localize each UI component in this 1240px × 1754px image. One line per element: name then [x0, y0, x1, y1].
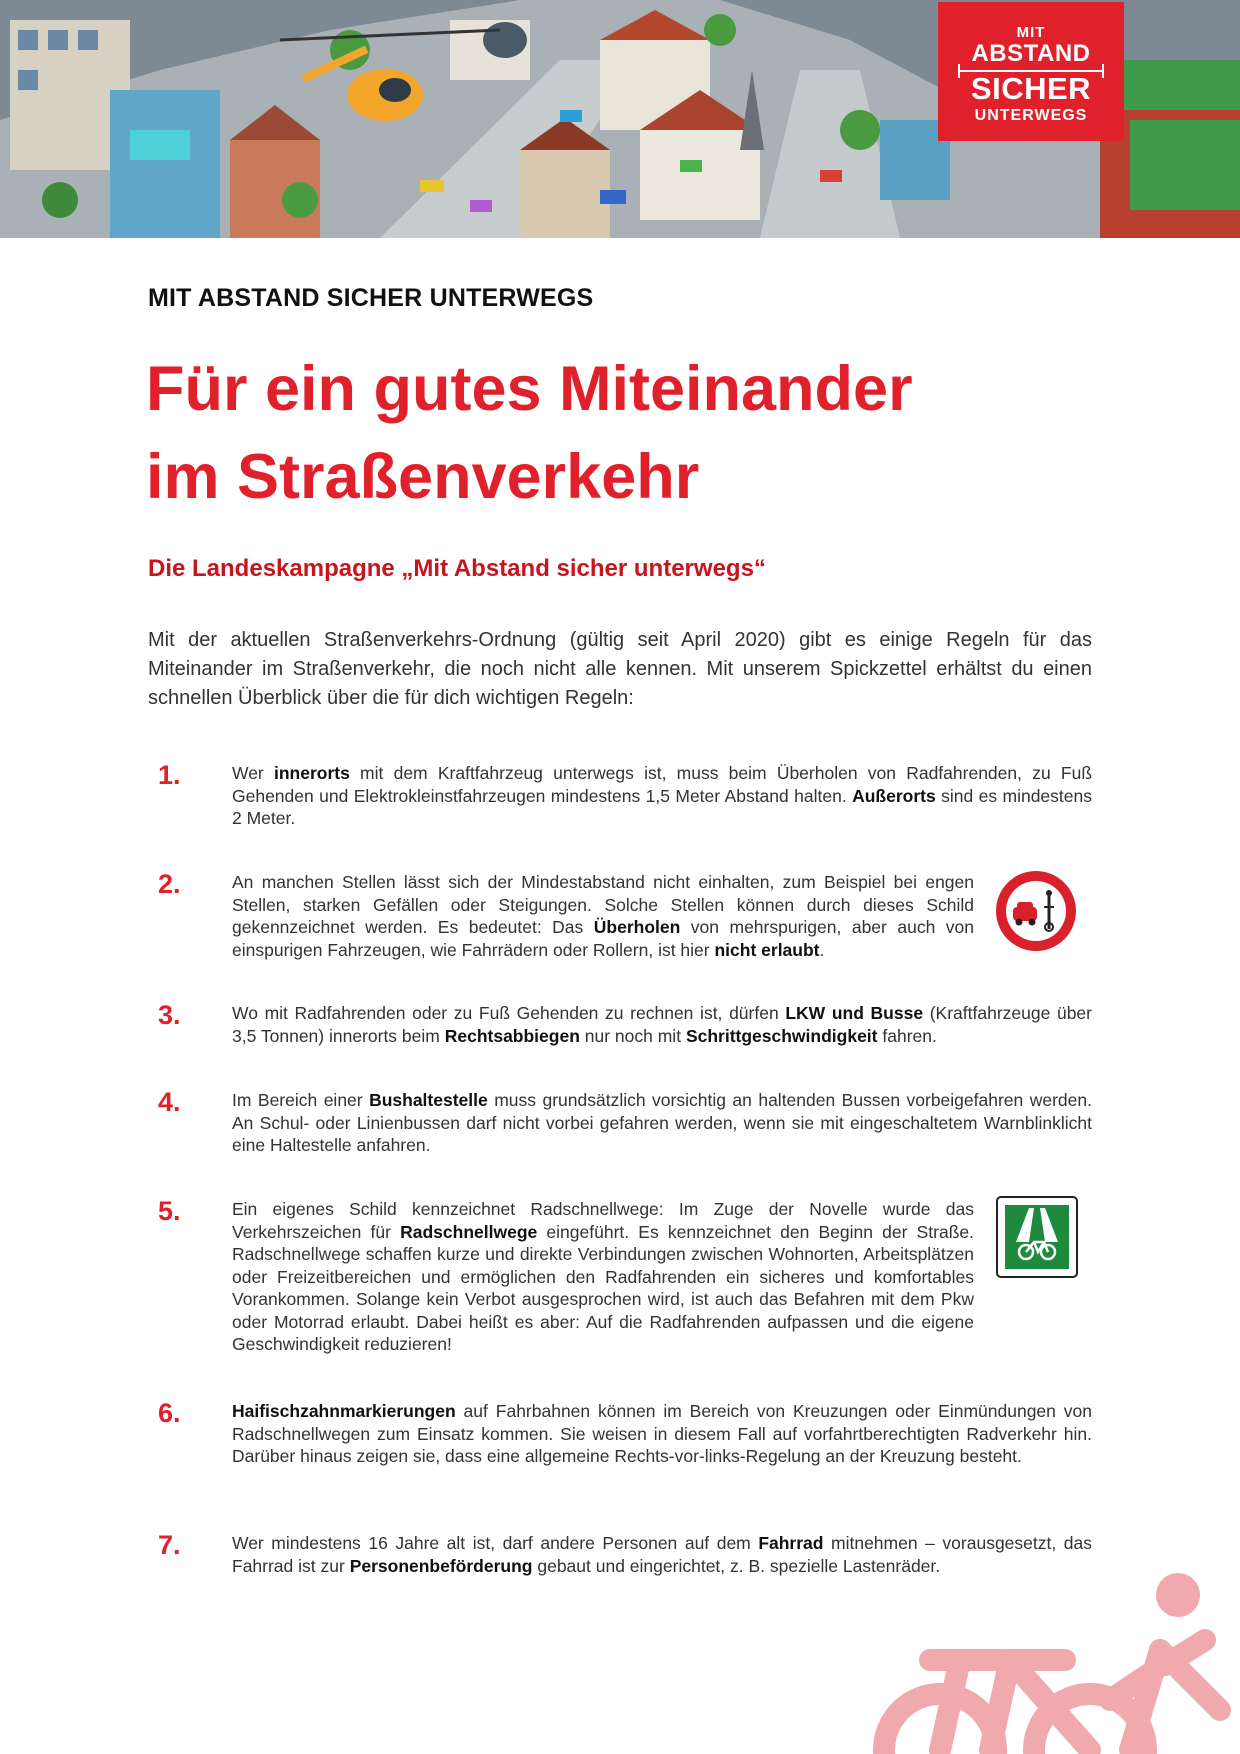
rule-text-emphasis: LKW und Busse: [785, 1003, 924, 1023]
rule-text-segment: nur noch mit: [579, 1025, 686, 1046]
rule-text-emphasis: Radschnellwege: [400, 1221, 538, 1242]
rule-text-segment: auf Fahrbahnen können im Bereich von Kreuzungen oder Einmündungen von Radschnellwegen zum Einsatz kommen. Sie weisen in diesem Fall auf vorfahrtberechtigten Radverkehr hin. Darüber hinaus zeigen sie, dass eine allgemeine Rechts-vor-links-Regelung an der Kreuzung besteht.: [232, 1401, 1092, 1466]
rule-number: 3.: [158, 1000, 181, 1030]
rule-text-segment: muss grundsätzlich vorsichtig an haltenden Bussen vorbeigefahren werden. An Schul- oder Linienbussen darf nicht vorbei gefahren werden, wenn sie mit eingeschaltetem Warnblinklicht eine Haltestelle anfahren.: [232, 1090, 1092, 1155]
logo-line-3: SICHER: [970, 71, 1092, 106]
header-banner-illustration: [0, 0, 1240, 238]
no-overtaking-sign-icon: [994, 869, 1078, 953]
logo-line-4: UNTERWEGS: [974, 107, 1088, 124]
rule-text: [232, 1089, 1092, 1157]
rule-text: [232, 1002, 1092, 1047]
campaign-logo: [938, 2, 1124, 141]
logo-line-2: ABSTAND: [971, 40, 1091, 67]
rule-text-segment: sind es mindestens 2 Meter.: [232, 785, 1092, 828]
rule-text-segment: mitnehmen – vorausgesetzt, das Fahrrad ist zur: [232, 1533, 1092, 1576]
rule-text-segment: Im Bereich einer: [232, 1090, 370, 1110]
logo-line-1: MIT: [1016, 24, 1046, 41]
title-line-2: im Straßenverkehr: [146, 442, 700, 512]
rule-text-segment: eingeführt. Es kennzeichnet den Beginn der Straße. Radschnellwege schaffen kurze und direkte Verbindungen zwischen Wohnorten, Arbeitsplätzen oder Freizeitbereichen und ermöglichen den Radfahrenden ein sicheres und komfortables Vorankommen. Solange kein Verbot ausgesprochen wird, ist auch das Befahren mit dem Pkw oder Motorrad erlaubt. Dabei heißt es aber: Auf die Radfahrenden aufpassen und die eigene Geschwindigkeit reduzieren!: [232, 1221, 974, 1354]
rule-text-emphasis: Fahrrad: [758, 1533, 824, 1553]
rule-text-emphasis: Rechtsabbiegen: [444, 1025, 580, 1046]
bicycle-highway-sign-icon: [996, 1196, 1078, 1278]
rule-text-segment: Ein eigenes Schild kennzeichnet Radschnellwege: Im Zuge der Novelle wurde das Verkehrszeichen für: [232, 1199, 974, 1242]
rule-text-emphasis: Bushaltestelle: [369, 1090, 488, 1110]
rule-text-emphasis: Überholen: [593, 917, 681, 937]
rule-number: 7.: [158, 1530, 181, 1560]
rule-text-segment: fahren.: [877, 1025, 937, 1046]
rule-text-emphasis: Personenbeförderung: [349, 1555, 533, 1576]
rule-text: [232, 1400, 1092, 1468]
rule-number: 5.: [158, 1196, 181, 1226]
rule-text-segment: Wer mindestens 16 Jahre alt ist, darf andere Personen auf dem: [232, 1533, 759, 1553]
rule-number: 4.: [158, 1087, 181, 1117]
rule-text-segment: (Kraftfahrzeuge über 3,5 Tonnen) innerorts beim: [232, 1003, 1092, 1046]
rule-text-segment: mit dem Kraftfahrzeug unterwegs ist, muss beim Überholen von Radfahrenden, zu Fuß Gehenden und Elektrokleinstfahrzeugen mindestens 1,5 Meter Abstand halten.: [232, 763, 1093, 806]
rule-number: 6.: [158, 1398, 181, 1428]
rule-text-segment: Wer: [232, 763, 274, 783]
rule-text-emphasis: Haifischzahnmarkierungen: [232, 1401, 456, 1421]
kicker-heading: MIT ABSTAND SICHER UNTERWEGS: [148, 284, 594, 312]
page-title: [146, 345, 1046, 521]
campaign-subtitle: Die Landeskampagne „Mit Abstand sicher unterwegs“: [148, 555, 766, 582]
rule-text-segment: von mehrspurigen, aber auch von einspurigen Fahrzeugen, wie Fahrrädern oder Rollern, ist hier: [232, 917, 974, 960]
rule-text-segment: An manchen Stellen lässt sich der Mindestabstand nicht einhalten, zum Beispiel bei engen Stellen, starken Gefällen oder Steigungen. Solche Stellen können durch dieses Schild gekennzeichnet werden. Es bedeutet: Das: [232, 872, 974, 937]
rule-text-segment: Wo mit Radfahrenden oder zu Fuß Gehenden zu rechnen ist, dürfen: [232, 1003, 786, 1023]
rule-text-emphasis: Schrittgeschwindigkeit: [685, 1025, 878, 1046]
rule-text-emphasis: innerorts: [273, 763, 350, 783]
rule-text: [232, 762, 1092, 830]
rule-text-segment: .: [819, 939, 825, 960]
cyclist-pedestrian-pictogram-icon: [860, 1560, 1240, 1754]
intro-paragraph: Mit der aktuellen Straßenverkehrs-Ordnung (gültig seit April 2020) gibt es einige Regeln für das Miteinander im Straßenverkehr, die noch nicht alle kennen. Mit unserem Spickzettel erhältst du einen schnellen Überblick über die für dich wichtigen Regeln:: [148, 629, 1092, 709]
rule-text-emphasis: nicht erlaubt: [714, 939, 820, 960]
rule-number: 2.: [158, 869, 181, 899]
rule-text-segment: gebaut und eingerichtet, z. B. spezielle Lastenräder.: [532, 1555, 941, 1576]
rule-number: 1.: [158, 760, 181, 790]
rule-text: [232, 1198, 974, 1356]
rule-text: [232, 871, 974, 961]
title-line-1: Für ein gutes Miteinander: [146, 354, 913, 424]
rule-text-emphasis: Außerorts: [852, 785, 936, 806]
